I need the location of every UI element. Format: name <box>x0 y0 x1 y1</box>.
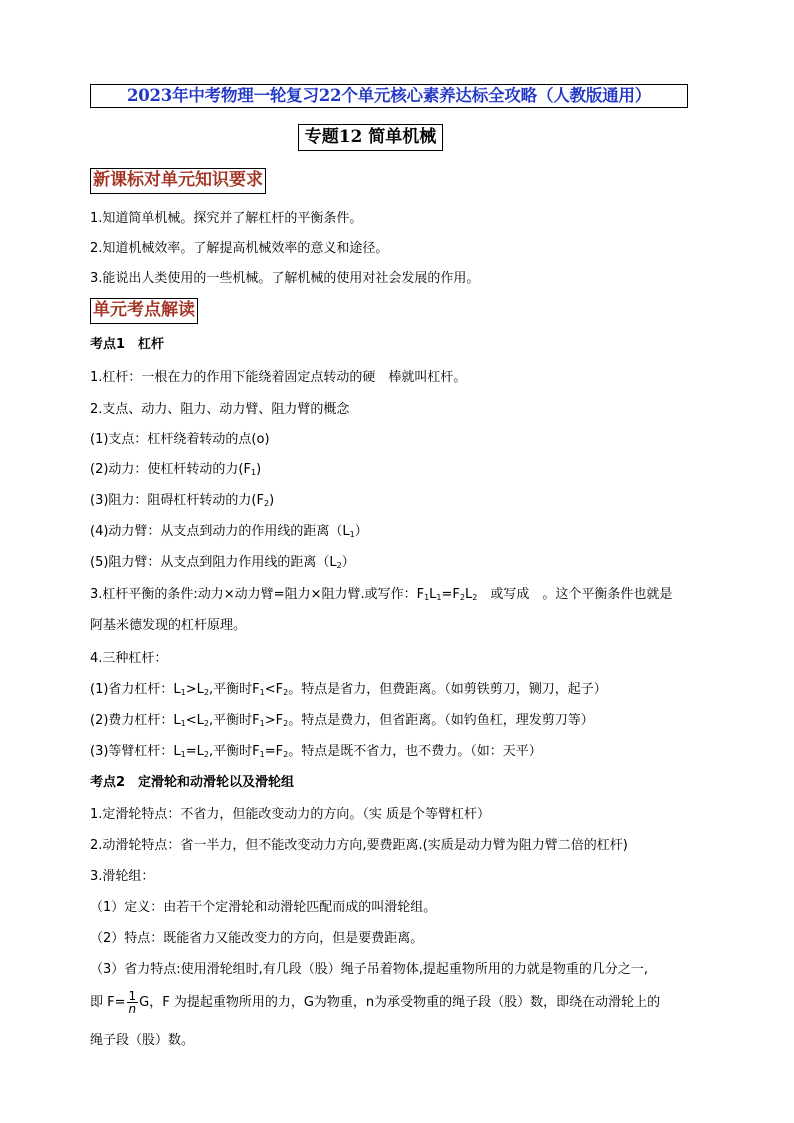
text-line: (2)费力杠杆：$L_1<L_2$,平衡时$F_1>F_2$。特点是费力，但省距离。（如钓鱼杠，理发剪刀等） <box>90 713 594 728</box>
document-title: 2023年中考物理一轮复习22个单元核心素养达标全攻略（人教版通用） <box>90 84 688 108</box>
text-line: 2.动滑轮特点：省一半力，但不能改变动力方向,要费距离.(实质是动力臂为阻力臂二倍的杠杆) <box>90 838 628 853</box>
text-line: (1)省力杠杆：$L_1>L_2$,平衡时$F_1<F_2$。特点是省力，但费距离。（如剪铁剪刀，铡刀，起子） <box>90 682 607 697</box>
requirement-item: 2.知道机械效率。了解提高机械效率的意义和途径。 <box>90 241 389 256</box>
text-line: 阿基米德发现的杠杆原理。 <box>90 618 247 633</box>
text-line: 即 F= $\frac{1}{n}$ G，F 为提起重物所用的力，G为物重，n为承受物重的绳子段（股）数，即绕在动滑轮上的 <box>90 989 661 1016</box>
text-line: （1）定义：由若干个定滑轮和动滑轮匹配而成的叫滑轮组。 <box>90 900 437 915</box>
text-line: (2)动力：使杠杆转动的力$(F_1)$ <box>90 462 262 477</box>
text-line: 1.杠杆：一根在力的作用下能绕着固定点转动的硬 棒就叫杠杆。 <box>90 370 467 385</box>
kaodian-1-title: 考点1 杠杆 <box>90 337 165 352</box>
section-heading-interpretation: 单元考点解读 <box>90 298 198 324</box>
kaodian-2-title: 考点2 定滑轮和动滑轮以及滑轮组 <box>90 775 295 790</box>
requirement-item: 1.知道简单机械。探究并了解杠杆的平衡条件。 <box>90 211 363 226</box>
text-line: (4)动力臂：从支点到动力的作用线的距离$(L_1)$ <box>90 524 368 539</box>
text-line: 3.杠杆平衡的条件:动力×动力臂=阻力×阻力臂.或写作：$F_1L_1=F_2L_2$ 或写成 。这个平衡条件也就是 <box>90 587 673 602</box>
text-line: (5)阻力臂：从支点到阻力作用线的距离$(L_2)$ <box>90 555 355 570</box>
text-line: 绳子段（股）数。 <box>90 1033 195 1048</box>
text-line: （3）省力特点:使用滑轮组时,有几段（股）绳子吊着物体,提起重物所用的力就是物重的几分之一, <box>90 962 649 977</box>
fraction-one-over-n: $\frac{1}{n}$ <box>128 989 137 1016</box>
text-line: 1.定滑轮特点：不省力，但能改变动力的方向。（实 质是个等臂杠杆） <box>90 807 491 822</box>
text-line: (3)阻力：阻碍杠杆转动的力$(F_2)$ <box>90 493 275 508</box>
requirement-item: 3.能说出人类使用的一些机械。了解机械的使用对社会发展的作用。 <box>90 271 480 286</box>
section-heading-requirements: 新课标对单元知识要求 <box>90 168 266 194</box>
topic-title: 专题12 简单机械 <box>298 124 443 151</box>
text-line: (1)支点：杠杆绕着转动的点(o) <box>90 432 270 447</box>
text-line: 2.支点、动力、阻力、动力臂、阻力臂的概念 <box>90 402 350 417</box>
text-line: (3)等臂杠杆：$L_1=L_2$,平衡时$F_1=F_2$。特点是既不省力，也不费力。（如：天平） <box>90 744 542 759</box>
text-line: 4.三种杠杆： <box>90 651 168 666</box>
text-line: 3.滑轮组： <box>90 869 155 884</box>
text-line: （2）特点：既能省力又能改变力的方向，但是要费距离。 <box>90 931 424 946</box>
